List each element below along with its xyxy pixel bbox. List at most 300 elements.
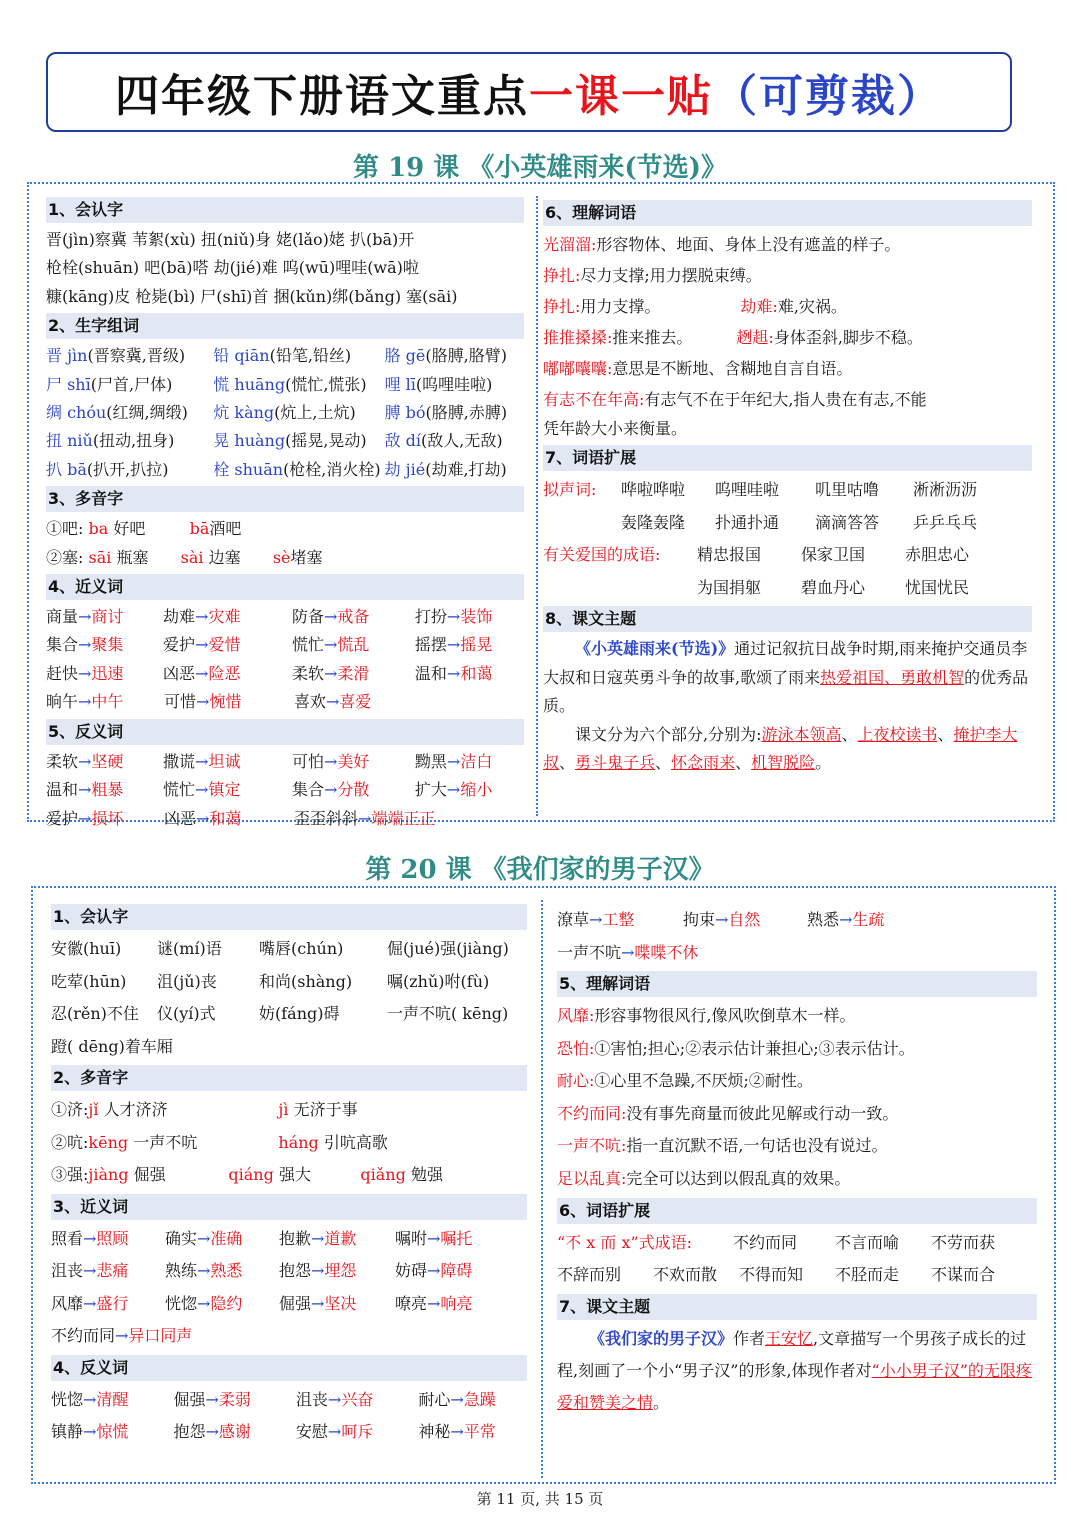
paired-word: 埋怨 <box>324 1261 357 1280</box>
word-pair-row <box>46 805 524 833</box>
word-pair <box>292 631 415 659</box>
char-pinyin: 晋 jìn <box>46 346 88 366</box>
arrow-icon: → <box>195 607 209 627</box>
arrow-icon: → <box>83 1422 97 1441</box>
l19-section-1: 1、会认字 <box>46 197 524 223</box>
recognize-row <box>51 966 527 999</box>
l20-polyphone-list <box>51 1094 527 1192</box>
expand-word: 乒乒乓乓 <box>913 512 978 532</box>
definition-text: ①害怕;担心;②表示估计兼担心;③表示估计。 <box>594 1038 915 1058</box>
paired-word: 装饰 <box>460 607 493 627</box>
char-word <box>46 342 213 370</box>
paired-word: 准确 <box>210 1228 243 1248</box>
arrow-icon: → <box>839 910 853 929</box>
word: 摇摆 <box>414 635 447 655</box>
arrow-icon: → <box>323 607 338 627</box>
word: 防备 <box>291 607 324 627</box>
word-pair <box>415 631 524 659</box>
l19-theme-paragraph <box>543 635 1032 720</box>
paired-word: 坦诚 <box>208 751 241 771</box>
definition-text: 推来推去。 <box>612 328 693 347</box>
arrow-icon: → <box>589 910 603 929</box>
arrow-icon: → <box>83 1293 97 1313</box>
word: 潦草 <box>557 910 590 929</box>
lesson-19-right-column <box>543 198 1032 777</box>
definition-term: 推推搡搡: <box>543 328 613 347</box>
l19-definitions <box>543 229 1032 415</box>
recognize-word: 忍(rěn)不住 <box>51 1004 139 1023</box>
polyphone-word: 勉强 <box>405 1165 443 1184</box>
paired-word: 照顾 <box>96 1228 129 1248</box>
polyphone-word: 无济于事 <box>288 1100 358 1119</box>
word: 喜欢 <box>294 692 327 712</box>
paired-word: 感谢 <box>218 1422 251 1441</box>
lesson-19-title: 第 19 课 《小英雄雨来(节选)》 <box>353 153 727 183</box>
arrow-icon: → <box>427 1228 441 1248</box>
word-pair <box>164 688 294 716</box>
arrow-icon: → <box>621 942 635 962</box>
l19-section-3: 3、多音字 <box>46 486 524 512</box>
l19-s1-line: 晋(jìn)察冀 苇絮(xù) 扭(niǔ)身 姥(lǎo)姥 扒(bā)开 <box>46 230 415 249</box>
l19-s1-line: 糠(kāng)皮 枪毙(bì) 尸(shī)首 捆(kǔn)绑(bǎng) 塞(sāi) <box>46 286 458 306</box>
theme-highlight: 热爱祖国、勇敢机智 <box>820 667 965 687</box>
char-word <box>46 456 213 484</box>
header-title-highlight: 一课一贴 <box>529 71 713 122</box>
word-pair <box>51 1288 165 1321</box>
l20-section-2: 2、多音字 <box>51 1065 527 1091</box>
char-word <box>213 427 384 455</box>
paired-word: 悲痛 <box>96 1261 129 1280</box>
lesson-part: 怀念雨来 <box>671 753 736 773</box>
polyphone-pinyin: sāi <box>88 547 112 567</box>
expand-word: 不谋而合 <box>931 1265 996 1285</box>
lesson-19-left-column <box>46 195 524 833</box>
definition-row <box>557 1065 1037 1098</box>
recognize-word: 吃荤(hūn) <box>51 971 127 991</box>
expand-word: 扑通扑通 <box>715 512 780 532</box>
char-words: (铅笔,铅丝) <box>269 346 352 366</box>
paired-word: 柔弱 <box>218 1389 251 1409</box>
l20-section-3: 3、近义词 <box>51 1194 527 1220</box>
l19-section-7: 7、词语扩展 <box>543 445 1032 471</box>
word-pair-row <box>51 1416 527 1449</box>
l19-s1-line: 枪栓(shuān) 吧(bā)嗒 劫(jié)难 呜(wū)哩哇(wā)啦 <box>46 258 419 278</box>
recognize-word: 安徽(huī) <box>51 939 122 958</box>
paired-word: 柔滑 <box>337 663 370 683</box>
paired-word: 喜爱 <box>339 692 372 712</box>
word-pair <box>173 1384 295 1417</box>
expand-word: 精忠报国 <box>697 545 762 565</box>
definition-term: 风靡: <box>557 1006 595 1025</box>
word-pair <box>418 1384 527 1417</box>
arrow-icon: → <box>83 1228 97 1248</box>
theme-author: 王安忆 <box>765 1328 814 1348</box>
char-words: (胳膊,胳臂) <box>425 346 507 366</box>
polyphone-word: 堵塞 <box>290 547 323 567</box>
paired-word: 迅速 <box>91 663 124 683</box>
word: 沮丧 <box>51 1261 84 1280</box>
arrow-icon: → <box>195 663 209 683</box>
char-word <box>385 342 524 370</box>
paired-word: 隐约 <box>210 1293 243 1313</box>
word-pair <box>418 1416 527 1449</box>
l20-section-7: 7、课文主题 <box>557 1294 1037 1320</box>
arrow-icon: → <box>78 780 92 800</box>
polyphone-row <box>51 1094 527 1127</box>
l20-section-4: 4、反义词 <box>51 1355 527 1381</box>
polyphone-label: ①吧: <box>46 519 84 539</box>
l19-onomatopoeia-row <box>543 507 1032 540</box>
arrow-icon: → <box>326 692 340 712</box>
char-pinyin: 胳 gē <box>384 346 426 366</box>
paired-word: 和蔼 <box>460 663 493 683</box>
word-pair <box>51 1384 173 1417</box>
lesson-part: 游泳本领高 <box>761 724 842 744</box>
paired-word: 坚决 <box>324 1293 357 1313</box>
l19-section-6: 6、理解词语 <box>543 200 1032 226</box>
definition-text: 意思是不断地、含糊地自言自语。 <box>612 359 853 378</box>
theme-highlight: “小小男子汉”的无限疼爱和赞美之情 <box>557 1360 1032 1412</box>
polyphone-word: 人才济济 <box>98 1100 168 1119</box>
word-pair <box>164 805 294 833</box>
arrow-icon: → <box>196 808 210 828</box>
word-pair <box>51 1255 165 1288</box>
definition-text: 完全可以达到以假乱真的效果。 <box>626 1168 851 1188</box>
arrow-icon: → <box>115 1326 129 1345</box>
page-header <box>46 52 1012 132</box>
expand-word: 不得而知 <box>739 1265 804 1285</box>
word: 不约而同 <box>51 1326 116 1345</box>
polyphone-word: 瓶塞 <box>116 547 149 567</box>
word: 恍惚 <box>165 1293 198 1313</box>
arrow-icon: → <box>197 1228 211 1248</box>
expand-word: 不欢而散 <box>653 1265 718 1285</box>
word: 凶恶 <box>163 663 196 683</box>
word: 劫难 <box>163 607 196 627</box>
definition-row <box>543 291 1032 322</box>
word: 柔软 <box>291 663 324 683</box>
word: 倔强 <box>279 1293 312 1313</box>
word-pair-row <box>46 776 524 804</box>
arrow-icon: → <box>427 1293 441 1313</box>
paired-word: 响亮 <box>440 1293 473 1313</box>
definition-term: 耐心: <box>557 1071 595 1091</box>
char-words: (红绸,绸缎) <box>106 403 188 423</box>
word-pair-row <box>51 1320 527 1353</box>
word-pair <box>296 1416 418 1449</box>
polyphone-pinyin: jiàng <box>88 1165 129 1184</box>
theme-text: 课文分为六个部分,分别为: <box>575 724 762 744</box>
char-word-row <box>46 399 524 427</box>
arrow-icon: → <box>327 1422 342 1441</box>
paired-word: 聚集 <box>91 635 124 655</box>
word-pair <box>395 1223 515 1256</box>
recognize-row <box>51 1031 527 1064</box>
char-word <box>213 342 384 370</box>
theme-text: 的优秀品质。 <box>543 667 1029 716</box>
char-pinyin: 哩 lī <box>384 374 416 394</box>
l19-antonym-list <box>46 748 524 833</box>
definition-term: 挣扎: <box>543 266 581 285</box>
l19-onomatopoeia-row <box>543 474 1032 507</box>
char-word <box>46 371 213 399</box>
char-word <box>385 427 524 455</box>
char-words: (枪栓,消火栓) <box>283 459 381 479</box>
arrow-icon: → <box>195 751 209 771</box>
definition-row <box>543 260 1032 291</box>
expand-word: 不言而喻 <box>835 1232 900 1252</box>
polyphone-word: 强大 <box>273 1165 311 1184</box>
paired-word: 粗暴 <box>91 780 124 800</box>
word: 恍惚 <box>51 1389 84 1409</box>
paired-word: 兴奋 <box>341 1389 374 1409</box>
word: 风靡 <box>51 1293 84 1313</box>
paired-word: 商讨 <box>91 607 124 627</box>
expand-word: 不辞而别 <box>557 1265 622 1285</box>
paired-word: 熟悉 <box>210 1261 243 1280</box>
arrow-icon: → <box>446 663 461 683</box>
word: 倔强 <box>173 1389 206 1409</box>
paired-word: 平常 <box>463 1422 496 1441</box>
word: 抱歉 <box>279 1228 312 1248</box>
word: 拘束 <box>683 910 716 929</box>
word-pair <box>415 776 524 804</box>
l20-synonym-list <box>51 1223 527 1353</box>
lesson-part: 勇斗鬼子兵 <box>575 753 656 773</box>
definition-row <box>557 1098 1037 1131</box>
recognize-word: 一声不吭( kēng) <box>387 1004 509 1023</box>
lesson-20-title: 第 20 课 《我们家的男子汉》 <box>365 855 715 885</box>
theme-book-title: 《我们家的男子汉》 <box>589 1328 734 1348</box>
arrow-icon: → <box>205 1389 219 1409</box>
char-word-row <box>46 342 524 370</box>
l20-section-6: 6、词语扩展 <box>557 1198 1037 1224</box>
paired-word: 洁白 <box>460 751 493 771</box>
word-pair-row <box>51 1223 527 1256</box>
paired-word: 急躁 <box>463 1389 496 1409</box>
paired-word: 惋惜 <box>209 692 242 712</box>
polyphone-pinyin: ba <box>88 519 109 539</box>
recognize-word: 倔(jué)强(jiàng) <box>387 939 509 958</box>
arrow-icon: → <box>197 1293 211 1313</box>
arrow-icon: → <box>205 1422 219 1441</box>
char-word-row <box>46 371 524 399</box>
word-pair <box>163 631 292 659</box>
paired-word: 坚硬 <box>91 751 124 771</box>
paired-word: 中午 <box>91 692 124 712</box>
polyphone-row <box>51 1159 527 1192</box>
char-word-row <box>46 456 524 484</box>
polyphone-label: ①济: <box>51 1100 89 1119</box>
arrow-icon: → <box>83 1389 97 1409</box>
arrow-icon: → <box>450 1389 464 1409</box>
l20-antonym-list-continued <box>557 904 1037 969</box>
char-words: (炕上,土炕) <box>274 403 356 423</box>
polyphone-word: 好吧 <box>113 519 146 539</box>
word-pair <box>46 688 164 716</box>
word-pair <box>46 805 164 833</box>
char-word <box>385 456 524 484</box>
polyphone-word: 酒吧 <box>209 519 242 539</box>
arrow-icon: → <box>196 692 210 712</box>
definition-term: 趔趄: <box>736 328 774 347</box>
polyphone-pinyin: kēng <box>88 1132 129 1152</box>
lesson-20-left-column <box>51 902 527 1449</box>
word: 集合 <box>46 635 79 655</box>
word-pair <box>46 660 163 688</box>
word-pair <box>296 1384 418 1417</box>
word: 沮丧 <box>295 1389 328 1409</box>
char-words: (扭动,扭身) <box>92 431 175 451</box>
char-words: (劫难,打劫) <box>425 459 507 479</box>
paired-word: 惊慌 <box>96 1422 129 1441</box>
char-pinyin: 慌 huāng <box>213 374 286 394</box>
polyphone-row <box>51 1127 527 1160</box>
definition-text: 没有事先商量而彼此见解或行动一致。 <box>626 1103 899 1123</box>
char-word <box>213 399 384 427</box>
definition-term: 有志不在年高: <box>543 390 645 409</box>
arrow-icon: → <box>323 663 338 683</box>
word: 嘹亮 <box>395 1293 428 1313</box>
word-pair <box>294 805 435 833</box>
arrow-icon: → <box>83 1261 97 1280</box>
char-pinyin: 炕 kàng <box>213 403 275 423</box>
char-word <box>46 399 213 427</box>
l20-idiom-row <box>557 1259 1037 1292</box>
l20-idiom-row <box>557 1227 1037 1260</box>
arrow-icon: → <box>197 1261 211 1280</box>
recognize-word: 谜(mí)语 <box>157 939 222 958</box>
word-pair <box>165 1255 279 1288</box>
arrow-icon: → <box>446 751 461 771</box>
polyphone-pinyin: jǐ <box>88 1100 99 1119</box>
recognize-row <box>51 933 527 966</box>
word-pair-row <box>46 603 524 631</box>
char-word <box>46 427 213 455</box>
recognize-row <box>51 998 527 1031</box>
paired-word: 和蔼 <box>209 808 242 828</box>
word-pair <box>279 1223 395 1256</box>
word: 爱护 <box>46 808 79 828</box>
polyphone-group <box>278 1094 357 1127</box>
l19-section-4: 4、近义词 <box>46 574 524 600</box>
word-pair <box>292 776 415 804</box>
arrow-icon: → <box>195 780 209 800</box>
word-pair <box>292 660 415 688</box>
word: 温和 <box>414 663 447 683</box>
arrow-icon: → <box>450 1422 464 1441</box>
paired-word: 盛行 <box>96 1293 129 1313</box>
word: 慌忙 <box>163 780 196 800</box>
word: 安慰 <box>295 1422 328 1441</box>
arrow-icon: → <box>78 751 92 771</box>
recognize-word: 嘱(zhǔ)咐(fù) <box>387 971 490 991</box>
header-title-note: （可剪裁） <box>713 71 943 122</box>
word: 嘱咐 <box>395 1228 428 1248</box>
word-pair <box>163 776 292 804</box>
definition-row <box>543 384 1032 415</box>
l20-section-1: 1、会认字 <box>51 904 527 930</box>
expand-word: 叽里咕噜 <box>815 480 880 500</box>
polyphone-label: ③强: <box>51 1165 89 1184</box>
paired-word: 慌乱 <box>337 635 370 655</box>
definition-text: 身体歪斜,脚步不稳。 <box>773 328 923 347</box>
char-words: (呜哩哇啦) <box>415 374 493 394</box>
word: 温和 <box>46 780 79 800</box>
word-pair <box>163 603 292 631</box>
char-pinyin: 劫 jié <box>384 459 426 479</box>
l19-s6-continued: 凭年龄大小来衡量。 <box>543 419 688 438</box>
l19-s3-row <box>46 515 524 543</box>
word-pair-row <box>46 748 524 776</box>
separator: 、 <box>559 753 576 773</box>
word: 抱怨 <box>173 1422 206 1441</box>
word-pair <box>415 603 524 631</box>
paired-word: 喋喋不休 <box>634 942 699 962</box>
recognize-word: 蹬( dēng)着车厢 <box>51 1036 173 1056</box>
theme-text: 作者 <box>733 1328 766 1348</box>
char-pinyin: 扭 niǔ <box>46 431 93 451</box>
arrow-icon: → <box>78 692 92 712</box>
idiom-label: 有关爱国的成语: <box>543 545 661 565</box>
arrow-icon: → <box>323 780 338 800</box>
arrow-icon: → <box>358 808 372 828</box>
expand-word: 呜哩哇啦 <box>715 480 780 500</box>
polyphone-word: 引吭高歌 <box>318 1132 388 1152</box>
page-footer: 第 11 页, 共 15 页 <box>476 1490 604 1508</box>
word: 可怕 <box>291 751 324 771</box>
separator: 、 <box>735 753 752 773</box>
word-pair <box>415 660 524 688</box>
lesson-20-right-column <box>557 904 1037 1419</box>
word-pair <box>51 1320 192 1353</box>
l19-idiom-row <box>543 539 1032 572</box>
word-pair <box>557 937 698 970</box>
definition-text: 尽力支撑;用力摆脱束缚。 <box>580 266 762 285</box>
theme-text: 通过记叙抗日战争时期,雨来掩护交通员李大叔和日寇英勇斗争的故事,歌颂了雨来 <box>543 639 1028 687</box>
l20-theme-paragraph <box>557 1323 1037 1419</box>
arrow-icon: → <box>78 808 92 828</box>
arrow-icon: → <box>311 1261 325 1280</box>
char-words: (摇晃,晃动) <box>285 431 367 451</box>
definition-text: ①心里不急躁,不厌烦;②耐性。 <box>594 1071 813 1091</box>
definition-text: 形容事物很风行,像风吹倒草木一样。 <box>594 1006 856 1025</box>
paired-word: 清醒 <box>96 1389 129 1409</box>
word-pair <box>395 1288 515 1321</box>
arrow-icon: → <box>427 1261 441 1280</box>
arrow-icon: → <box>446 607 461 627</box>
expand-word: 碧血丹心 <box>801 577 866 597</box>
word: 可惜 <box>164 692 197 712</box>
paired-word: 戒备 <box>337 607 370 627</box>
definition-term: 足以乱真: <box>557 1168 627 1188</box>
word: 赶快 <box>46 663 79 683</box>
separator: 、 <box>655 753 672 773</box>
word-pair <box>46 603 163 631</box>
arrow-icon: → <box>78 607 92 627</box>
l20-section-5: 5、理解词语 <box>557 971 1037 997</box>
word-pair <box>51 1223 165 1256</box>
theme-text: 。 <box>653 1392 670 1412</box>
lesson-part: 上夜校读书 <box>857 724 938 744</box>
char-words: (敌人,无敌) <box>421 431 503 451</box>
recognize-word: 沮(jǔ)丧 <box>157 971 217 991</box>
char-pinyin: 栓 shuān <box>213 459 284 479</box>
arrow-icon: → <box>323 635 338 655</box>
expand-word: 赤胆忠心 <box>905 545 970 565</box>
arrow-icon: → <box>446 635 461 655</box>
char-words: (胳膊,赤膊) <box>425 403 508 423</box>
